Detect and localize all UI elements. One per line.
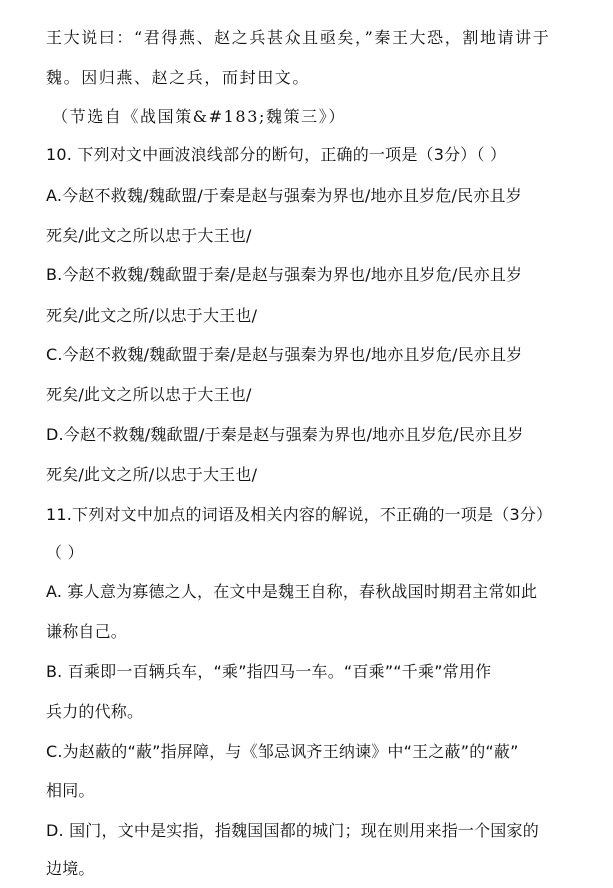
q11-option-d-line-2: 边境。 <box>46 859 95 878</box>
question-11-stem: 11.下列对文中加点的词语及相关内容的解说，不正确的一项是（3分） <box>46 505 553 524</box>
q10-option-c-line-2: 死矣/此文之所以忠于大王也/ <box>46 385 252 404</box>
q11-option-a-line-1: A. 寡人意为寡德之人，在文中是魏王自称，春秋战国时期君主常如此 <box>46 582 538 601</box>
q11-option-b-line-1: B. 百乘即一百辆兵车，“乘”指四马一车。“百乘”“千乘”常用作 <box>46 662 492 681</box>
q10-option-b-line-2: 死矣/此文之所/以忠于大王也/ <box>46 306 258 325</box>
question-10-stem: 10. 下列对文中画波浪线部分的断句，正确的一项是（3分）（ ） <box>46 145 507 164</box>
q11-option-d-line-1: D. 国门，文中是实指，指魏国国都的城门；现在则用来指一个国家的 <box>46 821 539 840</box>
q10-option-d-line-2: 死矣/此文之所/以忠于大王也/ <box>46 465 258 484</box>
q11-option-c-line-1: C.为赵蔽的“蔽”指屏障，与《邹忌讽齐王纳谏》中“王之蔽”的“蔽” <box>46 742 519 761</box>
q11-option-c-line-2: 相同。 <box>46 781 95 800</box>
q11-option-a-line-2: 谦称自己。 <box>46 622 128 641</box>
q10-option-a-line-2: 死矣/此文之所以忠于大王也/ <box>46 226 252 245</box>
passage-line-1: 王大说曰：“君得燕、赵之兵甚众且亟矣，”秦王大恐，割地请讲于 <box>46 28 551 47</box>
q10-option-b-line-1: B.今赵不救魏/魏歃盟于秦/是赵与强秦为界也/地亦且岁危/民亦且岁 <box>46 265 523 284</box>
question-11-answer-paren: （ ） <box>46 543 84 562</box>
passage-source: （节选自《战国策&#183;魏策三》） <box>52 107 346 126</box>
passage-line-2: 魏。因归燕、赵之兵，而封田文。 <box>46 68 311 87</box>
q10-option-d-line-1: D.今赵不救魏/魏歃盟/于秦是赵与强秦为界也/地亦且岁危/民亦且岁 <box>46 425 524 444</box>
q10-option-a-line-1: A.今赵不救魏/魏歃盟/于秦是赵与强秦为界也/地亦且岁危/民亦且岁 <box>46 186 522 205</box>
q10-option-c-line-1: C.今赵不救魏/魏歃盟于秦/是赵与强秦为界也/地亦且岁危/民亦且岁 <box>46 345 523 364</box>
q11-option-b-line-2: 兵力的代称。 <box>46 702 144 721</box>
